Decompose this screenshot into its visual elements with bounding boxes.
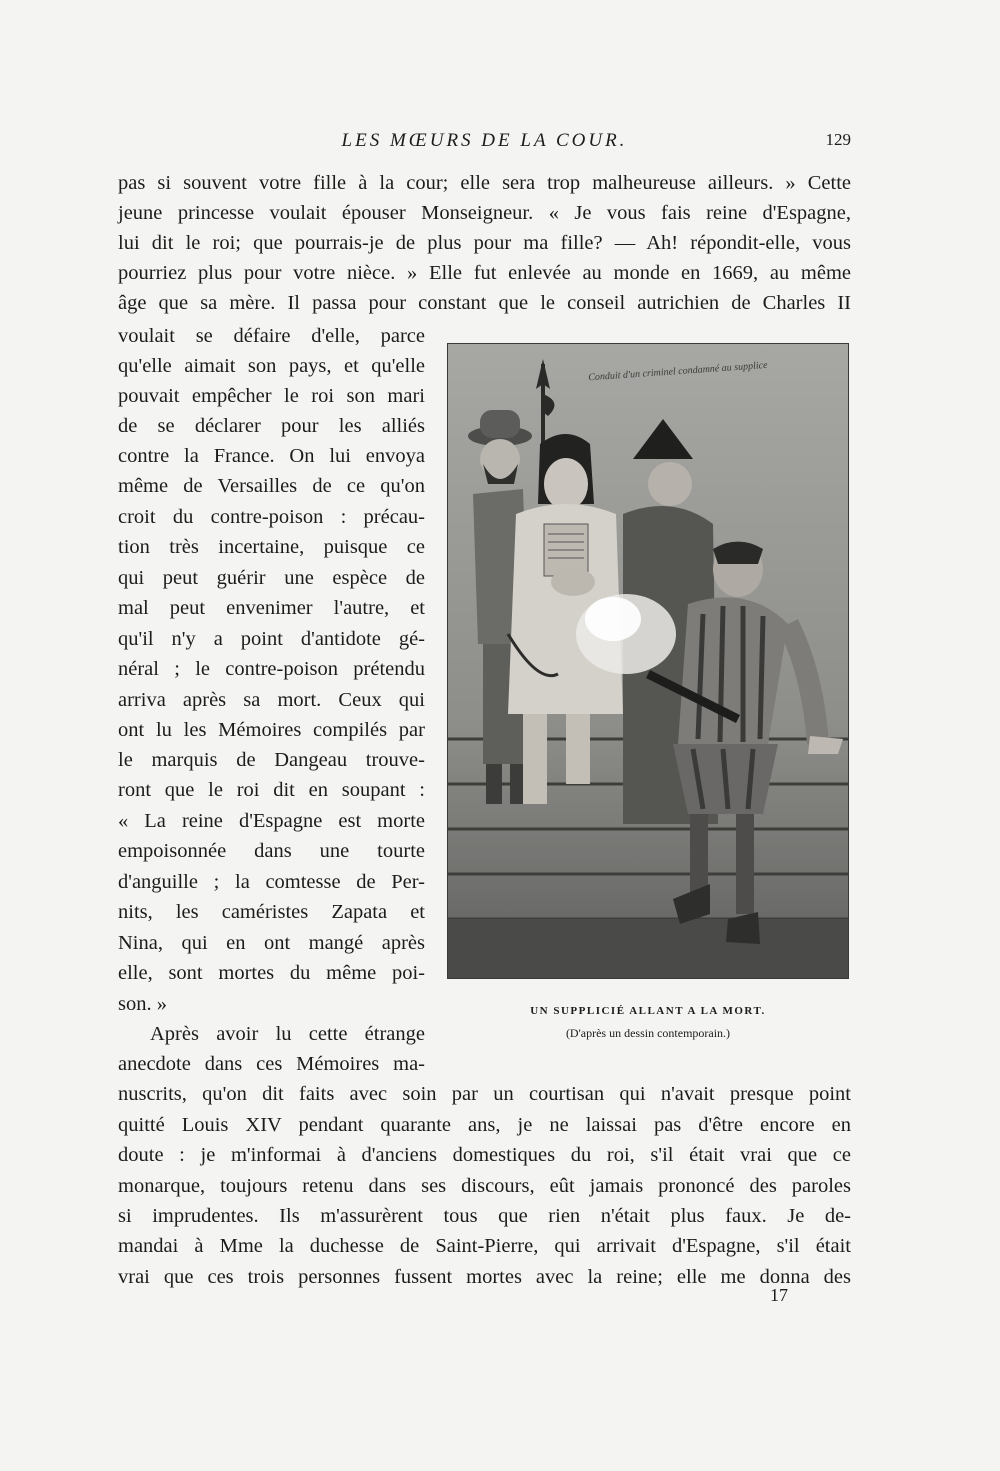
text-line: mal peut envenimer l'autre, et xyxy=(118,597,425,619)
text-line: si imprudentes. Ils m'assurèrent tous que rien n'était plus faux. Je de- xyxy=(118,1205,851,1227)
text-line: pouvait empêcher le roi son mari xyxy=(118,385,425,407)
text-line: quitté Louis XIV pendant quarante ans, je ne laissai pas d'être encore en xyxy=(118,1114,851,1136)
text-line: croit du contre-poison : précau- xyxy=(118,506,425,528)
text-line: « La reine d'Espagne est morte xyxy=(118,810,425,832)
text-line: tion très incertaine, puisque ce xyxy=(118,536,425,558)
text-line: anecdote dans ces Mémoires ma- xyxy=(118,1053,425,1075)
text-line: pourriez plus pour votre nièce. » Elle fut enlevée au monde en 1669, au même xyxy=(118,262,851,284)
figure-caption-source: (D'après un dessin contemporain.) xyxy=(565,1026,731,1040)
signature-mark: 17 xyxy=(770,1285,788,1305)
text-line: même de Versailles de ce qu'on xyxy=(118,475,425,497)
text-line: nits, les caméristes Zapata et xyxy=(118,901,425,923)
running-title: LES MŒURS DE LA COUR. xyxy=(341,130,628,151)
text-line: lui dit le roi; que pourrais-je de plus pour ma fille? — Ah! répondit-elle, vous xyxy=(118,232,851,254)
text-line: voulait se défaire d'elle, parce xyxy=(118,325,425,347)
text-line: âge que sa mère. Il passa pour constant que le conseil autrichien de Charles II xyxy=(118,292,851,314)
engraving-drawing xyxy=(448,344,848,978)
text-line: qu'elle aimait son pays, et qu'elle xyxy=(118,355,425,377)
text-line: vrai que ces trois personnes fussent mortes avec la reine; elle me donna des xyxy=(118,1266,851,1288)
text-line: ront que le roi dit en soupant : xyxy=(118,779,425,801)
text-line: arriva après sa mort. Ceux qui xyxy=(118,689,425,711)
figure-caption-title: UN SUPPLICIÉ ALLANT A LA MORT. xyxy=(530,1005,766,1017)
text-line: d'anguille ; la comtesse de Per- xyxy=(118,871,425,893)
text-line: qu'il n'y a point d'antidote gé- xyxy=(118,628,425,650)
text-line: elle, sont mortes du même poi- xyxy=(118,962,425,984)
text-line: de se déclarer pour les alliés xyxy=(118,415,425,437)
text-line: empoisonnée dans une tourte xyxy=(118,840,425,862)
text-line: monarque, toujours retenu dans ses discours, eût jamais prononcé des paroles xyxy=(118,1175,851,1197)
text-line: Après avoir lu cette étrange xyxy=(150,1023,425,1045)
text-line: pas si souvent votre fille à la cour; elle sera trop malheureuse ailleurs. » Cette xyxy=(118,172,851,194)
text-line: néral ; le contre-poison prétendu xyxy=(118,658,425,680)
engraving-inscription: Conduit d'un criminel condamné au supplice xyxy=(587,359,768,384)
engraving-illustration xyxy=(447,343,849,979)
text-line: doute : je m'informai à d'anciens domestiques du roi, s'il était vrai que ce xyxy=(118,1144,851,1166)
text-line: ont lu les Mémoires compilés par xyxy=(118,719,425,741)
text-line: le marquis de Dangeau trouve- xyxy=(118,749,425,771)
text-line: mandai à Mme la duchesse de Saint-Pierre, qui arrivait d'Espagne, s'il était xyxy=(118,1235,851,1257)
text-line: contre la France. On lui envoya xyxy=(118,445,425,467)
text-line: nuscrits, qu'on dit faits avec soin par un courtisan qui n'avait presque point xyxy=(118,1083,851,1105)
page-header xyxy=(118,130,851,158)
text-line: jeune princesse voulait épouser Monseigneur. « Je vous fais reine d'Espagne, xyxy=(118,202,851,224)
text-line: son. » xyxy=(118,993,167,1015)
page-number: 129 xyxy=(825,130,851,149)
text-line: Nina, qui en ont mangé après xyxy=(118,932,425,954)
text-line: qui peut guérir une espèce de xyxy=(118,567,425,589)
